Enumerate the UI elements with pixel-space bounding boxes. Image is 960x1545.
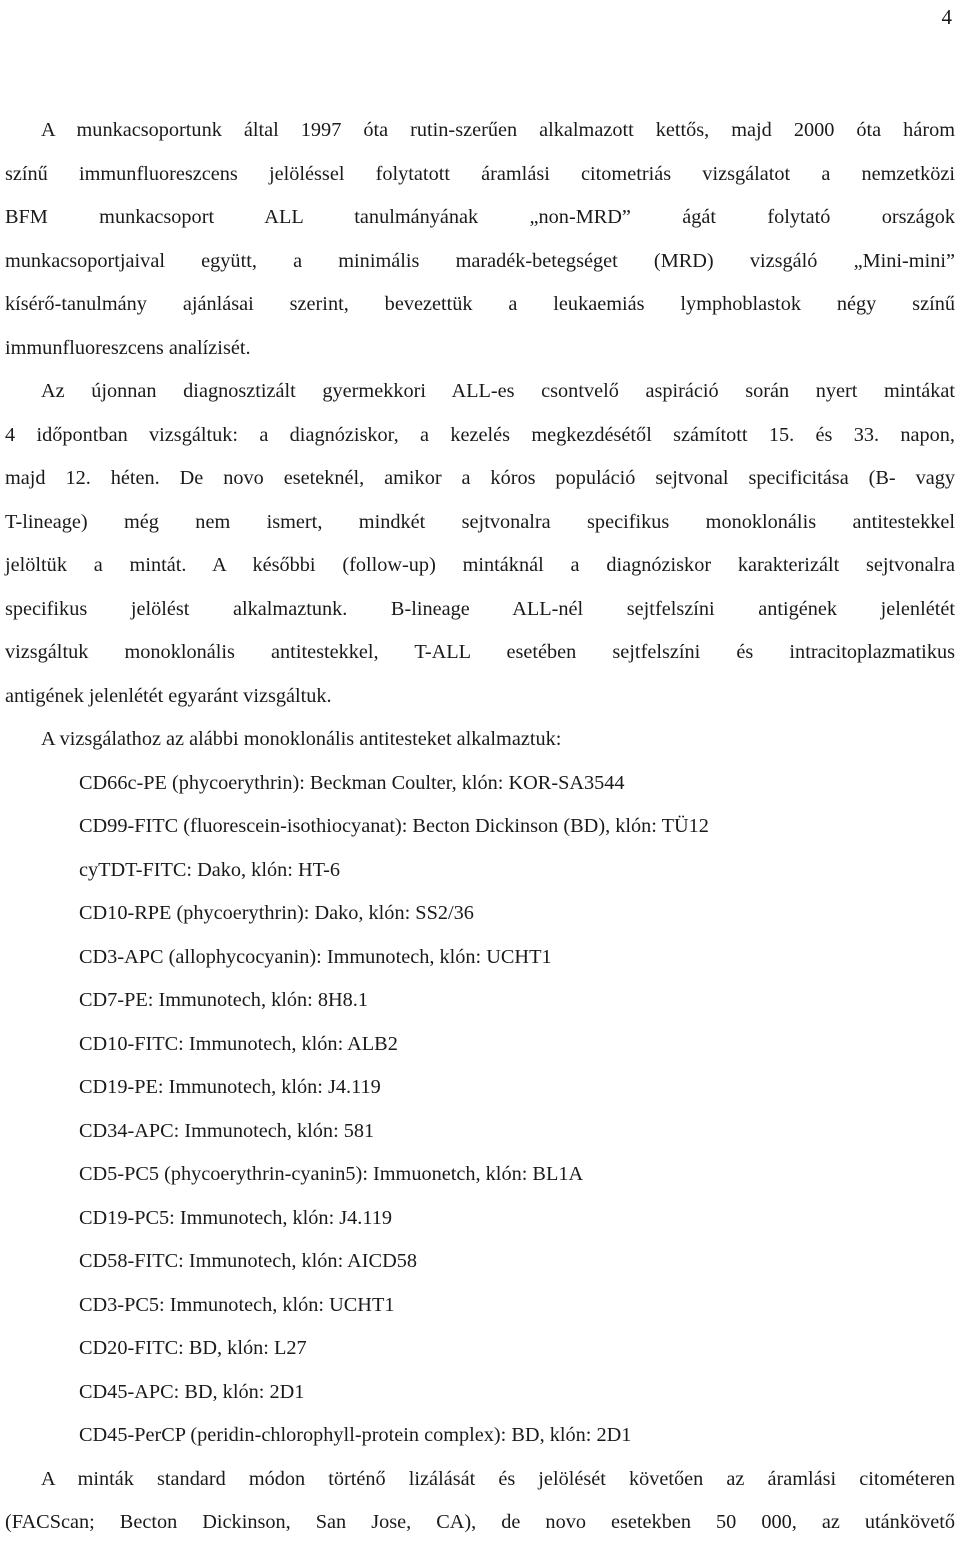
antibody-list-intro (5, 718, 955, 762)
antibody-list (5, 762, 955, 1458)
text-line: 4 időpontban vizsgáltuk: a diagnóziskor, a kezelés megkezdésétől számított 15. és 33. napon, (5, 423, 955, 446)
text-line: színű immunfluoreszcens jelöléssel folytatott áramlási citometriás vizsgálatot a nemzetközi (5, 162, 955, 185)
antibody-item: CD3-APC (allophycocyanin): Immunotech, klón: UCHT1 (79, 945, 552, 968)
document-body (5, 109, 955, 1545)
antibody-item: CD7-PE: Immunotech, klón: 8H8.1 (79, 989, 368, 1011)
text-line: jelöltük a mintát. A későbbi (follow-up) mintáknál a diagnóziskor karakterizált sejtvonalra (5, 554, 955, 576)
antibody-item: CD19-PE: Immunotech, klón: J4.119 (79, 1076, 381, 1098)
text-line: T-lineage) még nem ismert, mindkét sejtvonalra specifikus monoklonális antitestekkel (5, 510, 955, 533)
text-line: kísérő-tanulmány ajánlásai szerint, bevezettük a leukaemiás lymphoblastok négy színű (5, 293, 955, 315)
text-line: vizsgáltuk monoklonális antitestekkel, T-ALL esetében sejtfelszíni és intracitoplazmatikus (5, 641, 955, 663)
antibody-item: CD10-RPE (phycoerythrin): Dako, klón: SS2/36 (79, 902, 474, 924)
text-line: majd 12. héten. De novo eseteknél, amikor a kóros populáció sejtvonal specificitása (B- vagy (5, 467, 955, 489)
antibody-item: CD5-PC5 (phycoerythrin-cyanin5): Immuonetch, klón: BL1A (79, 1163, 584, 1185)
antibody-item: CD19-PC5: Immunotech, klón: J4.119 (79, 1206, 393, 1229)
antibody-item: CD45-PerCP (peridin-chlorophyll-protein complex): BD, klón: 2D1 (79, 1424, 632, 1446)
antibody-item: CD20-FITC: BD, klón: L27 (79, 1337, 307, 1359)
text-line: A munkacsoportunk által 1997 óta rutin-szerűen alkalmazott kettős, majd 2000 óta három (41, 119, 955, 141)
text-line: munkacsoportjaival együtt, a minimális maradék-betegséget (MRD) vizsgáló „Mini-mini” (5, 249, 955, 272)
text-line: (FACScan; Becton Dickinson, San Jose, CA), de novo esetekben 50 000, az utánkövető (5, 1511, 955, 1533)
text-line: Az újonnan diagnosztizált gyermekkori ALL-es csontvelő aspiráció során nyert mintákat (41, 380, 955, 402)
paragraph-intro (5, 109, 955, 370)
text-line: antigének jelenlétét egyaránt vizsgáltuk. (5, 684, 332, 707)
antibody-item: CD45-APC: BD, klón: 2D1 (79, 1380, 305, 1403)
antibody-item: CD3-PC5: Immunotech, klón: UCHT1 (79, 1293, 395, 1316)
paragraph-methods (5, 370, 955, 718)
antibody-item: CD66c-PE (phycoerythrin): Beckman Coulter, klón: KOR-SA3544 (79, 771, 625, 794)
antibody-item: cyTDT-FITC: Dako, klón: HT-6 (79, 858, 341, 881)
paragraph-analysis (5, 1458, 955, 1545)
antibody-item: CD34-APC: Immunotech, klón: 581 (79, 1119, 375, 1142)
text-line: specifikus jelölést alkalmaztunk. B-lineage ALL-nél sejtfelszíni antigének jelenlétét (5, 597, 955, 620)
text-line: immunfluoreszcens analízisét. (5, 336, 251, 359)
antibody-item: CD99-FITC (fluorescein-isothiocyanat): Becton Dickinson (BD), klón: TÜ12 (79, 815, 709, 837)
antibody-item: CD58-FITC: Immunotech, klón: AICD58 (79, 1250, 418, 1272)
text-line: A vizsgálathoz az alábbi monoklonális antitesteket alkalmaztuk: (41, 728, 562, 750)
page-number: 4 (941, 5, 952, 29)
text-line: A minták standard módon történő lizálását és jelölését követően az áramlási citométeren (41, 1467, 955, 1490)
text-line: BFM munkacsoport ALL tanulmányának „non-MRD” ágát folytató országok (5, 206, 955, 228)
antibody-item: CD10-FITC: Immunotech, klón: ALB2 (79, 1032, 398, 1055)
